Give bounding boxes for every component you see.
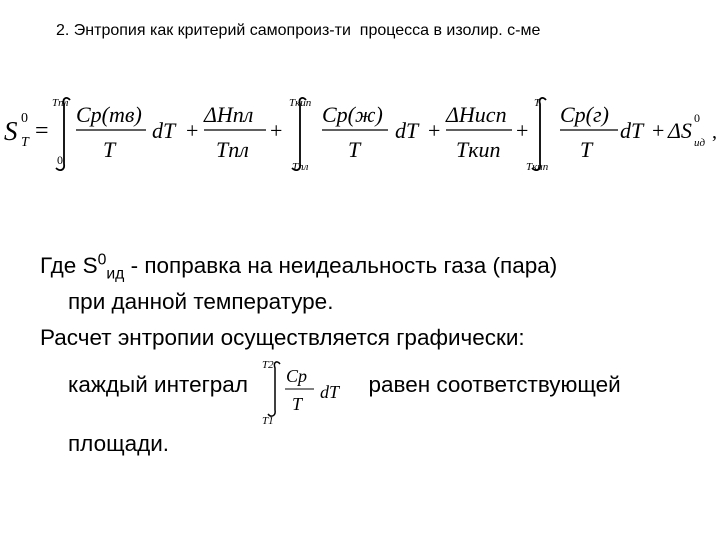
plus-4: + (516, 118, 529, 143)
p1-line2: при данной температуре. (68, 289, 334, 314)
slide-title: 2. Энтропия как критерий самопроиз-ти процесса в изолир. с-ме (56, 22, 541, 39)
int3-denominator: T (580, 137, 593, 162)
int1-numerator: Cp(тв) (76, 102, 142, 127)
p2-line3: площади. (68, 431, 170, 456)
plus-2: + (270, 118, 283, 143)
p1-sub: ид (106, 265, 125, 283)
frac1-numerator: ΔHпл (204, 102, 254, 127)
paragraph-graphical-method: Расчет энтропии осуществляется графически: (40, 325, 525, 350)
plus-3: + (428, 118, 441, 143)
formula-equals: = (35, 118, 49, 144)
inline-int-differential: dT (320, 382, 340, 402)
int1-lower-limit: 0 (57, 153, 63, 167)
frac2-numerator: ΔHисп (446, 102, 507, 127)
frac1-denominator: Tпл (216, 137, 249, 162)
body-text (40, 248, 720, 462)
int3-lower-limit: Tкип (526, 161, 549, 173)
inline-int-upper: T2 (262, 359, 274, 371)
correction-sub: ид (694, 137, 706, 149)
plus-5: + (652, 118, 665, 143)
int3-differential: dT (620, 118, 644, 143)
p1-rest: - поправка на неидеальность газа (пара) (124, 253, 558, 278)
paragraph-correction (40, 248, 720, 284)
inline-int-numerator: Cp (286, 366, 308, 386)
formula-lhs-symbol: S (4, 116, 18, 146)
correction-sup: 0 (694, 111, 700, 125)
int1-differential: dT (152, 118, 176, 143)
plus-1: + (186, 118, 199, 143)
inline-int-lower: T1 (262, 415, 274, 426)
frac2-denominator: Tкип (456, 137, 501, 162)
int2-upper-limit: Tкип (289, 97, 312, 109)
int1-upper-limit: Tпл (52, 97, 69, 109)
int3-numerator: Cp(г) (560, 102, 609, 127)
formula-lhs-sub: T (21, 135, 29, 150)
inline-int-denominator: T (292, 394, 303, 414)
p2-line2 (40, 356, 720, 426)
int3-upper-limit: T (534, 97, 541, 109)
correction-symbol: ΔS (668, 118, 692, 143)
formula-end-comma: , (712, 121, 717, 143)
p2-line2-b: равен соответствующей (368, 372, 621, 397)
p1-lead: Где S (40, 253, 98, 278)
int2-denominator: T (348, 137, 361, 162)
int2-numerator: Cp(ж) (322, 102, 383, 127)
formula-lhs-sup: 0 (21, 111, 28, 126)
int2-differential: dT (395, 118, 419, 143)
p1-sup: 0 (97, 251, 107, 269)
entropy-formula (4, 88, 720, 180)
int1-denominator: T (103, 137, 116, 162)
inline-integral (258, 356, 358, 426)
p2-line2-a: каждый интеграл (68, 372, 248, 397)
int2-lower-limit: Tпл (292, 161, 309, 173)
